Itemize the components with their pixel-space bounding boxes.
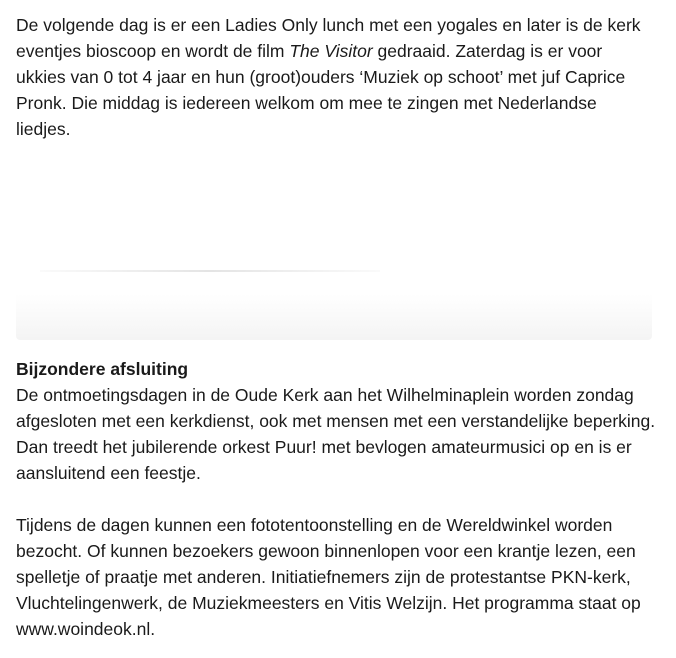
section-heading: Bijzondere afsluiting	[16, 359, 189, 379]
media-placeholder	[16, 142, 652, 340]
paragraph-spacer	[16, 486, 656, 512]
film-title: The Visitor	[289, 41, 373, 61]
article-body	[16, 12, 656, 642]
intro-paragraph	[16, 12, 656, 142]
media-bottom-fade	[16, 294, 652, 340]
intro-text-start: De volgende dag is er een Ladies Only lunch met een yogales en later is de kerk eventjes bioscoop en wordt de film	[16, 15, 641, 61]
media-divider-line	[40, 270, 380, 272]
program-paragraph: Tijdens de dagen kunnen een fototentoonstelling en de Wereldwinkel worden bezocht. Of kunnen bezoekers gewoon binnenlopen voor een krantje lezen, een spelletje of praatje met anderen. Initiatiefnemers zijn de protestantse PKN-kerk, Vluchtelingenwerk, de Muziekmeesters en Vitis Welzijn. Het programma staat op www.woindeok.nl.	[16, 515, 641, 639]
intro-text-end: gedraaid. Zaterdag is er voor ukkies van 0 tot 4 jaar en hun (groot)ouders ‘Muziek op schoot’ met juf Caprice Pronk. Die middag is iedereen welkom om mee te zingen met Nederlandse liedjes.	[16, 41, 626, 139]
closing-paragraph: De ontmoetingsdagen in de Oude Kerk aan het Wilhelminaplein worden zondag afgesloten met een kerkdienst, ook met mensen met een verstandelijke beperking. Dan treedt het jubilerende orkest Puur! met bevlogen amateurmusici op en is er aansluitend een feestje.	[16, 385, 656, 483]
